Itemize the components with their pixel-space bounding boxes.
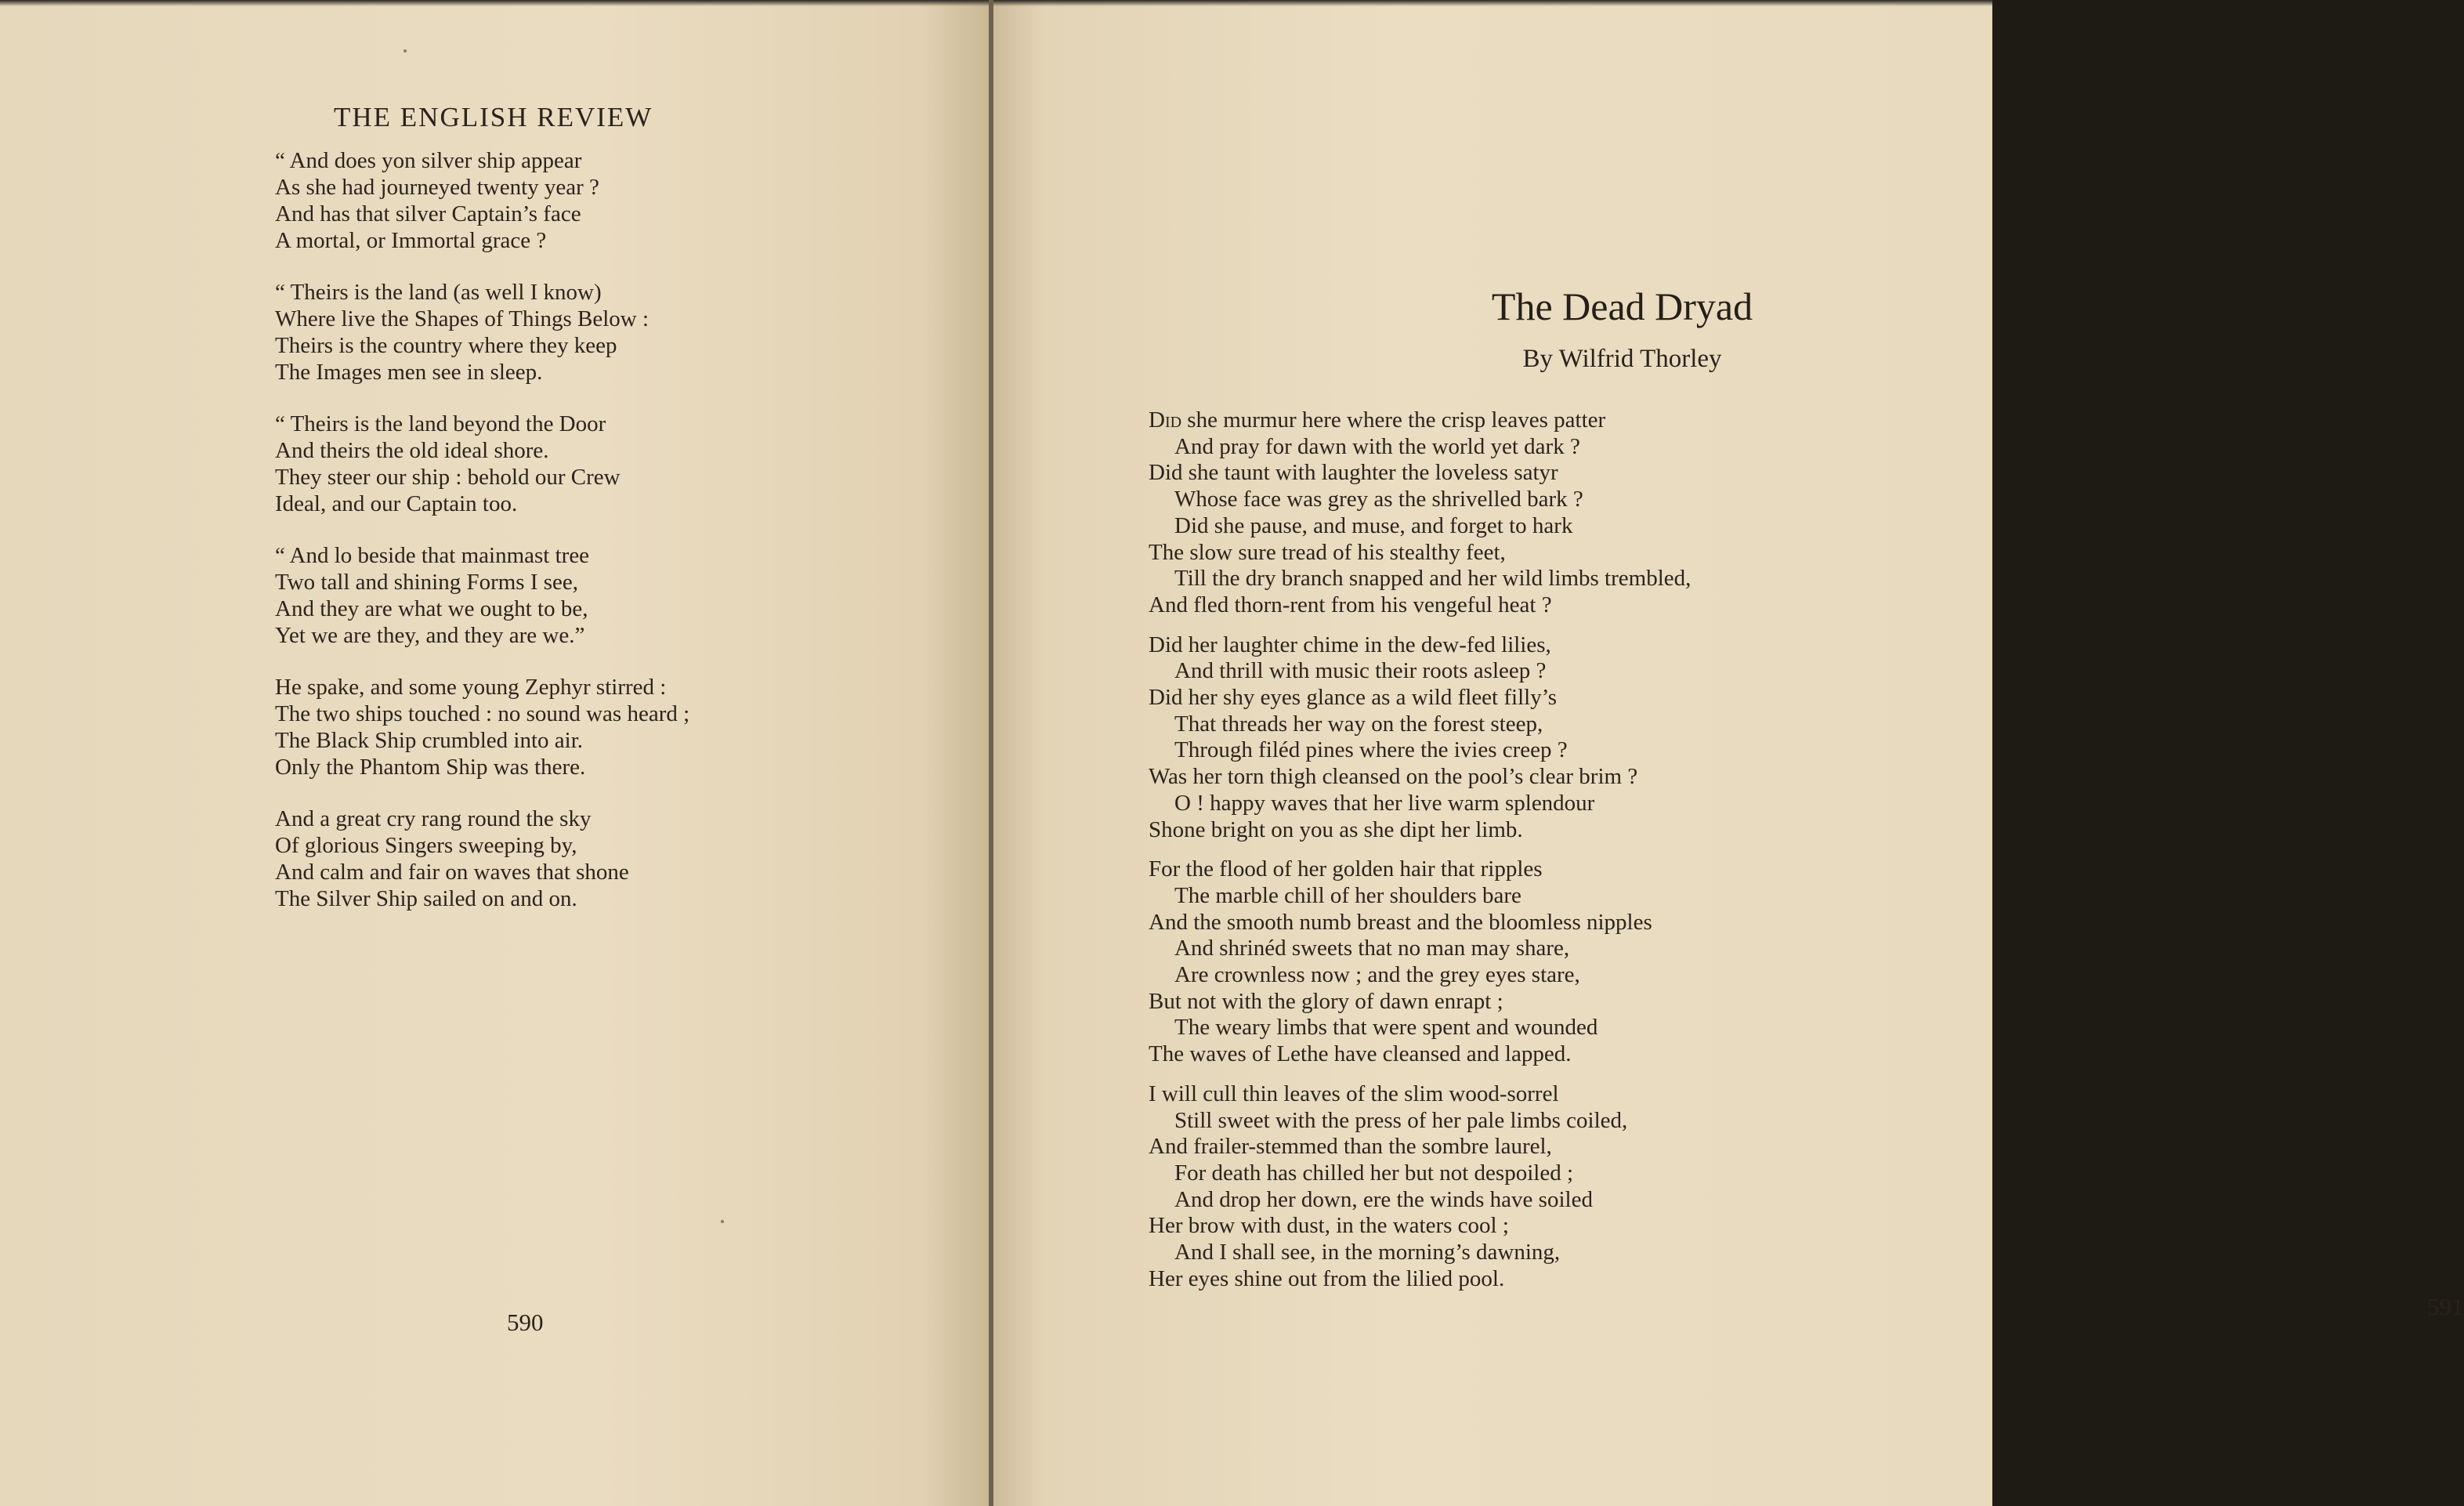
verse-line: The two ships touched : no sound was heard ;: [275, 701, 690, 726]
verse-line: Where live the Shapes of Things Below :: [275, 306, 649, 331]
paper-speck: [403, 49, 407, 52]
verse-line: Did she pause, and muse, and forget to hark: [1174, 512, 1573, 538]
verse-line: Did her laughter chime in the dew-fed lilies,: [1149, 632, 1551, 657]
verse-line: “ And lo beside that mainmast tree: [275, 543, 590, 568]
verse-line: And shrinéd sweets that no man may share,: [1174, 936, 1570, 961]
page-top-edge: [993, 0, 1992, 6]
verse-line: That threads her way on the forest steep,: [1174, 711, 1543, 737]
stanza: [1149, 407, 1691, 619]
verse-line: Two tall and shining Forms I see,: [275, 570, 579, 595]
verse-line: And the smooth numb breast and the bloomless nipples: [1149, 909, 1652, 935]
running-head: THE ENGLISH REVIEW: [334, 102, 653, 132]
verse-line: Did her shy eyes glance as a wild fleet filly’s: [1149, 685, 1558, 711]
verse-line: Through filéd pines where the ivies creep ?: [1174, 737, 1568, 763]
stanza: [275, 279, 689, 386]
initial-smallcaps-word: Did: [1149, 407, 1182, 433]
verse-line: And a great cry rang round the sky: [275, 806, 592, 831]
verse-line: Shone bright on you as she dipt her limb.: [1149, 816, 1523, 842]
verse-line: And they are what we ought to be,: [275, 596, 588, 621]
verse-line: As she had journeyed twenty year ?: [275, 175, 599, 200]
verse-line: And fled thorn-rent from his vengeful heat ?: [1149, 592, 1552, 617]
verse-line: And theirs the old ideal shore.: [275, 438, 549, 463]
verse-line: And pray for dawn with the world yet dark ?: [1174, 433, 1580, 459]
verse-line: Ideal, and our Captain too.: [275, 491, 518, 516]
verse-line: And drop her down, ere the winds have soiled: [1174, 1186, 1593, 1212]
poem-title: The Dead Dryad: [1491, 284, 1753, 328]
verse-line: Still sweet with the press of her pale limbs coiled,: [1174, 1107, 1628, 1133]
stanza: [275, 147, 689, 254]
verse-line: And thrill with music their roots asleep ?: [1174, 658, 1547, 684]
verse-line: He spake, and some young Zephyr stirred :: [275, 675, 667, 700]
verse-line: A mortal, or Immortal grace ?: [275, 228, 547, 253]
verse-line: The Silver Ship sailed on and on.: [275, 886, 577, 911]
page-number-right: 591: [2427, 1293, 2464, 1320]
verse-line: The Black Ship crumbled into air.: [275, 728, 584, 753]
verse-line-text: she murmur here where the crisp leaves patter: [1181, 407, 1606, 433]
left-page: [0, 0, 989, 1506]
right-poem: [1149, 407, 1691, 1306]
verse-line: For death has chilled her but not despoiled ;: [1174, 1160, 1574, 1186]
page-number-left: 590: [507, 1309, 544, 1336]
verse-line: For the flood of her golden hair that ripples: [1149, 856, 1543, 882]
verse-line: And I shall see, in the morning’s dawning,: [1174, 1240, 1561, 1265]
poem-byline: By Wilfrid Thorley: [1522, 345, 1722, 373]
verse-line: And calm and fair on waves that shone: [275, 860, 629, 885]
verse-line: The weary limbs that were spent and wounded: [1174, 1015, 1598, 1041]
verse-line: Only the Phantom Ship was there.: [275, 755, 586, 780]
verse-line: Till the dry branch snapped and her wild limbs trembled,: [1174, 566, 1692, 592]
stanza: [1149, 1081, 1691, 1293]
verse-line: I will cull thin leaves of the slim wood-sorrel: [1149, 1081, 1559, 1106]
stanza: [1149, 632, 1691, 844]
stanza: [275, 542, 689, 649]
verse-line: And frailer-stemmed than the sombre laurel,: [1149, 1134, 1552, 1160]
stanza: [275, 805, 689, 912]
verse-line: “ Theirs is the land (as well I know): [275, 280, 602, 305]
verse-line: Are crownless now ; and the grey eyes stare,: [1174, 962, 1580, 988]
verse-line: Did she taunt with laughter the loveless satyr: [1149, 460, 1558, 486]
verse-line: “ And does yon silver ship appear: [275, 148, 582, 173]
verse-line: Of glorious Singers sweeping by,: [275, 833, 577, 858]
verse-line: [1149, 407, 1691, 434]
page-top-edge: [0, 0, 989, 6]
stanza: [1149, 856, 1691, 1068]
right-page: [993, 0, 2464, 1506]
verse-line: The Images men see in sleep.: [275, 360, 543, 385]
verse-line: And has that silver Captain’s face: [275, 201, 581, 226]
verse-line: They steer our ship : behold our Crew: [275, 465, 621, 490]
verse-line: The slow sure tread of his stealthy feet,: [1149, 539, 1506, 565]
verse-line: Yet we are they, and they are we.”: [275, 623, 585, 648]
verse-line: Theirs is the country where they keep: [275, 333, 617, 358]
verse-line: But not with the glory of dawn enrapt ;: [1149, 988, 1503, 1014]
verse-line: Was her torn thigh cleansed on the pool’s clear brim ?: [1149, 764, 1638, 790]
stanza: [275, 411, 689, 517]
left-poem: [275, 147, 689, 937]
paper-speck: [721, 1220, 724, 1223]
verse-line: “ Theirs is the land beyond the Door: [275, 411, 606, 436]
stanza: [275, 674, 689, 780]
verse-line: Her brow with dust, in the waters cool ;: [1149, 1213, 1509, 1239]
verse-line: O ! happy waves that her live warm splendour: [1174, 790, 1595, 816]
verse-line: Her eyes shine out from the lilied pool.: [1149, 1265, 1505, 1291]
verse-line: The marble chill of her shoulders bare: [1174, 882, 1521, 908]
verse-line: The waves of Lethe have cleansed and lapped.: [1149, 1041, 1572, 1067]
verse-line: Whose face was grey as the shrivelled bark ?: [1174, 487, 1583, 512]
